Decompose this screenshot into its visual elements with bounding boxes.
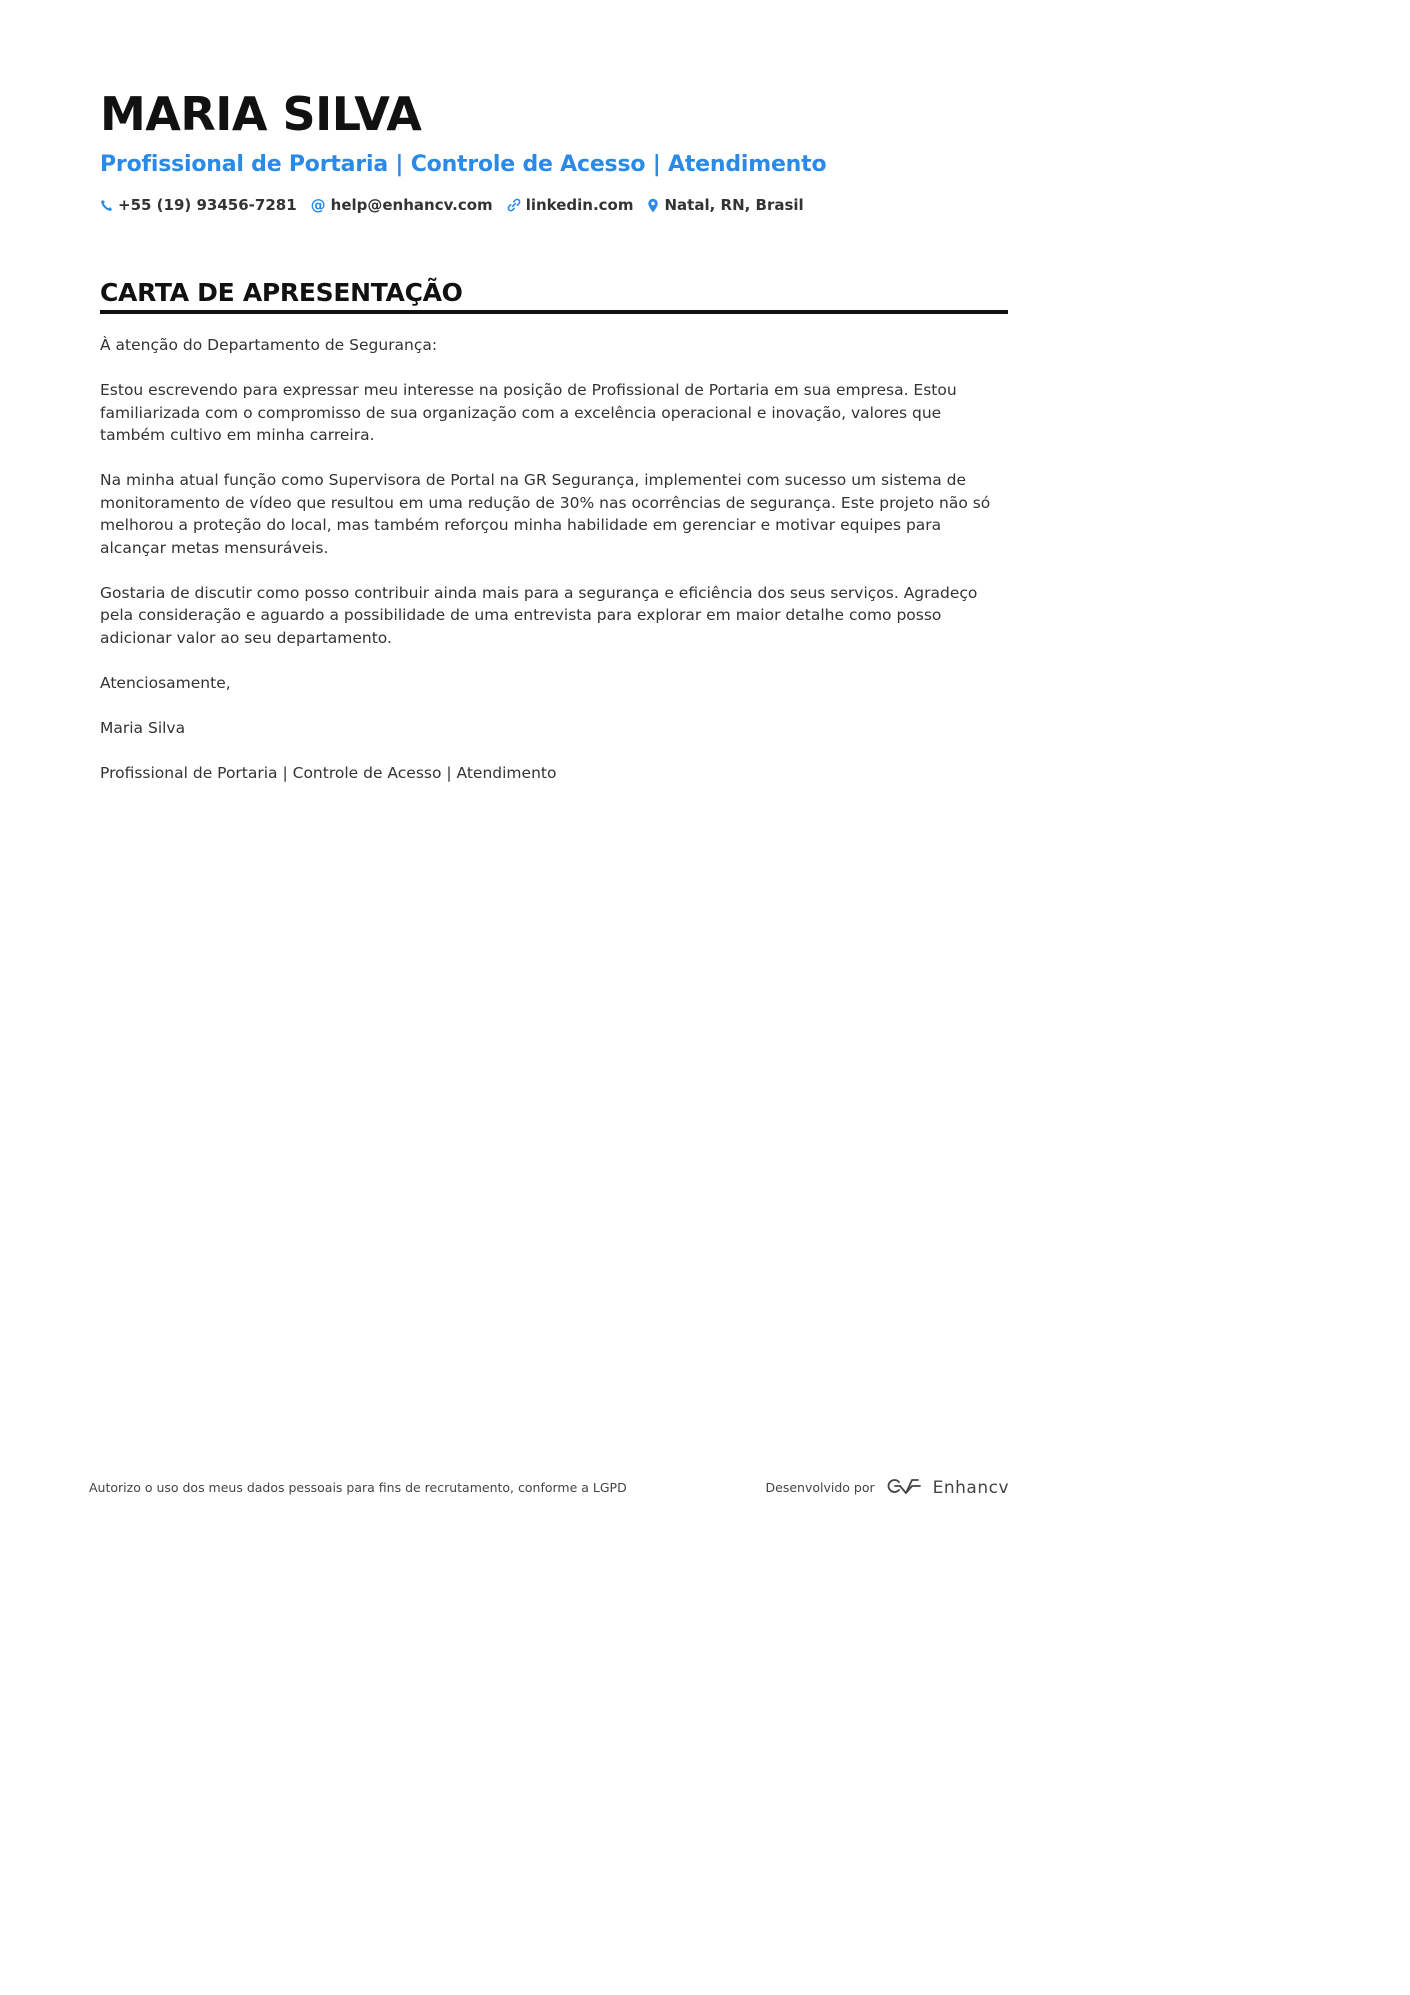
letter-signature-name: Maria Silva [100,718,186,737]
enhancv-logo-icon [885,1476,923,1499]
brand-name: Enhancv [932,1477,1009,1498]
link-icon [507,198,521,212]
consent-note: Autorizo o uso dos meus dados pessoais para fins de recrutamento, conforme a LGPD [89,1480,627,1495]
page-footer [89,1476,1009,1499]
letter-paragraph: Na minha atual função como Supervisora de Portal na GR Segurança, implementei com sucesso um sistema de monitoramento de vídeo que resultou em uma redução de 30% nas ocorrências de segurança. Este projeto não só melhorou a proteção do local, mas também reforçou minha habilidade em gerenciar e motivar equipes para alcançar metas mensuráveis. [100,471,991,557]
candidate-headline: Profissional de Portaria | Controle de Acesso | Atendimento [100,152,827,177]
powered-by[interactable] [766,1476,1010,1499]
letter-signature-title: Profissional de Portaria | Controle de Acesso | Atendimento [100,763,557,782]
phone-icon [100,199,113,212]
contact-linkedin-text: linkedin.com [525,196,634,214]
powered-by-label: Desenvolvido por [765,1480,875,1495]
contact-location-text: Natal, RN, Brasil [664,196,804,214]
at-icon: @ [310,196,326,214]
letter-body [100,334,1008,784]
contact-bar [100,196,1008,214]
contact-email[interactable] [311,196,493,214]
contact-email-text: help@enhancv.com [330,196,493,214]
contact-phone-text: +55 (19) 93456-7281 [118,196,297,214]
section-divider [100,310,1008,314]
letter-paragraph: Estou escrevendo para expressar meu interesse na posição de Profissional de Portaria em sua empresa. Estou familiarizada com o compromisso de sua organização com a excelência operacional e inovação, valores que também cultivo em minha carreira. [100,381,957,444]
letter-paragraph: Gostaria de discutir como posso contribuir ainda mais para a segurança e eficiência dos seus serviços. Agradeço pela consideração e aguardo a possibilidade de uma entrevista para explorar em maior detalhe como posso adicionar valor ao seu departamento. [100,583,978,647]
contact-location [647,196,803,214]
candidate-name: MARIA SILVA [100,87,422,141]
contact-linkedin[interactable] [507,196,634,214]
letter-greeting: À atenção do Departamento de Segurança: [100,336,438,354]
location-pin-icon [647,198,659,213]
section-title: CARTA DE APRESENTAÇÃO [100,278,463,307]
letter-closing: Atenciosamente, [100,673,231,692]
contact-phone[interactable] [100,196,297,214]
resume-page [100,88,1008,807]
